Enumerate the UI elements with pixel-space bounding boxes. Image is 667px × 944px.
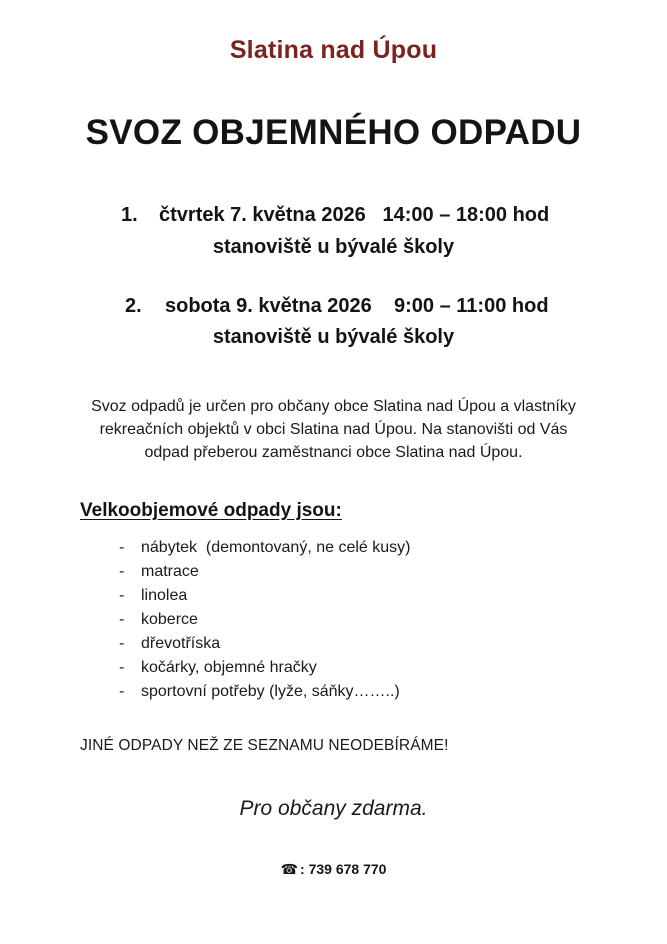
list-item: - kočárky, objemné hračky [119,656,410,680]
event-date-time [125,295,549,318]
town-name: Slatina nad Úpou [229,36,438,64]
info-line: odpad přeberou zaměstnanci obce Slatina nad Úpou. [144,444,523,461]
event-time: 14:00 – 18:00 hod [382,204,550,226]
event-day-date: čtvrtek 7. května 2026 [159,204,366,226]
warning-notice: JINÉ ODPADY NEŽ ZE SEZNAMU NEODEBÍRÁME! [80,737,449,754]
event-number: 2. [125,295,142,317]
list-item: - koberce [119,608,410,632]
dash-bullet: - [119,611,125,628]
telephone-icon: ☎ [280,861,299,877]
info-line: rekreačních objektů v obci Slatina nad Úpou. Na stanovišti od Vás [99,421,568,438]
list-item: - dřevotříska [119,632,410,656]
event-number: 1. [121,204,138,226]
page-title: SVOZ OBJEMNÉHO ODPADU [85,113,582,152]
event-time: 9:00 – 11:00 hod [394,295,549,317]
dash-bullet: - [119,563,125,580]
dash-bullet: - [119,683,125,700]
dash-bullet: - [119,659,125,676]
phone-number: 739 678 770 [308,861,387,877]
info-line: Svoz odpadů je určen pro občany obce Slatina nad Úpou a vlastníky [91,398,576,415]
event-day-date: sobota 9. května 2026 [165,295,372,317]
list-item: - matrace [119,560,410,584]
dash-bullet: - [119,539,125,556]
phone-separator: : [300,861,305,877]
dash-bullet: - [119,635,125,652]
event-location: stanoviště u bývalé školy [212,326,455,348]
free-note: Pro občany zdarma. [239,797,428,820]
list-item: - linolea [119,584,410,608]
waste-items-list [119,536,410,704]
event-date-time [121,204,549,227]
info-paragraph [0,395,667,464]
list-item: - sportovní potřeby (lyže, sáňky……..) [119,680,410,704]
event-location: stanoviště u bývalé školy [212,236,455,258]
contact-phone [0,861,667,878]
list-heading: Velkoobjemové odpady jsou: [80,500,342,521]
list-item: - nábytek (demontovaný, ne celé kusy) [119,536,410,560]
dash-bullet: - [119,587,125,604]
